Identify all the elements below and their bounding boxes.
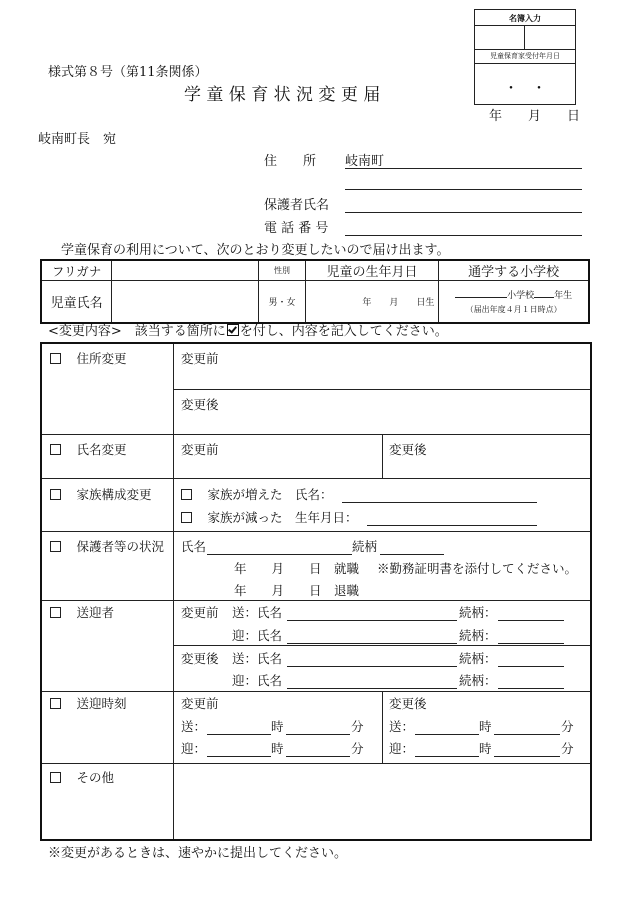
pickup-before-send-rel-line[interactable] [498,620,564,621]
pickup-after-label: 変更後 [181,651,219,666]
gender-header: 性別 [273,266,290,275]
name-change-label[interactable]: 氏名変更 [50,444,127,457]
pickup-before-send-rel: 続柄： [459,605,497,620]
time-after-pick-hour: 時 [479,741,492,756]
family-increase-checkbox[interactable] [181,489,192,500]
time-after-label: 変更後 [389,696,427,711]
guardian-status-label[interactable]: 保護者等の状況 [50,541,164,554]
pickup-time-label[interactable]: 送迎時刻 [50,698,127,711]
pickup-before-pick: 迎：氏名 [232,628,283,643]
grade-suffix: 年生 [554,290,573,301]
pickup-label[interactable]: 送迎者 [50,607,114,620]
child-name-cell[interactable] [112,281,259,323]
stamp-date-dots: ・ ・ [504,81,546,97]
changes-table [40,342,592,841]
stamp-date: 年 月 日 [489,109,581,124]
pickup-after-pick: 迎：氏名 [232,673,283,688]
form-number: 様式第８号（第11条関係） [48,65,208,80]
guardian-status-name-line[interactable] [207,554,352,555]
guardian-status-checkbox[interactable] [50,541,61,552]
page-title: 学 童 保 育 状 況 変 更 届 [184,85,381,105]
guardian-status-rel-line[interactable] [380,554,444,555]
pickup-before-send: 送：氏名 [232,605,283,620]
school-note: （届出年度４月１日時点） [465,304,562,314]
pickup-before-send-line[interactable] [287,620,457,621]
time-after-send: 送： [389,719,415,734]
family-decrease-line[interactable] [367,525,537,526]
other-content-area[interactable] [174,764,590,839]
time-after-send-min-line[interactable] [494,734,560,735]
pickup-after-send: 送：氏名 [232,651,283,666]
time-after-pick-hour-line[interactable] [415,756,479,757]
time-before-pick-hour: 時 [271,741,284,756]
changes-intro-b: を付し、内容を記入してください。 [239,324,448,339]
pickup-before-pick-rel: 続柄： [459,628,497,643]
time-after-pick: 迎： [389,741,415,756]
address-after-label: 変更後 [181,397,219,412]
furigana-label: フリガナ [51,263,102,279]
birth-value: 年 月 日生 [362,297,435,308]
name-after-label: 変更後 [389,442,427,457]
family-increase[interactable]: 家族が増えた 氏名： [181,489,333,502]
other-checkbox[interactable] [50,772,61,783]
intro-text: 学童保育の利用について、次のとおり変更したいので届け出ます。 [61,243,450,258]
name-before-label: 変更前 [181,442,219,457]
pickup-after-pick-rel-line[interactable] [498,688,564,689]
pickup-after-pick-rel: 続柄： [459,673,497,688]
pickup-before-pick-line[interactable] [287,643,457,644]
name-change-checkbox[interactable] [50,444,61,455]
school-suffix: 小学校 [507,290,535,301]
family-change-label[interactable]: 家族構成変更 [50,489,152,502]
time-before-pick-min: 分 [351,741,364,756]
time-before-send-hour-line[interactable] [207,734,271,735]
changes-intro-a: <変更内容> 該当する箇所に [48,324,226,339]
phone-label: 電 話 番 号 [264,221,329,236]
pickup-before-pick-rel-line[interactable] [498,643,564,644]
address-line-1[interactable] [345,168,582,169]
pickup-before-label: 変更前 [181,605,219,620]
guardian-label: 保護者氏名 [264,198,330,213]
pickup-after-pick-line[interactable] [287,688,457,689]
address-change-label[interactable]: 住所変更 [50,353,127,366]
time-after-send-hour: 時 [479,719,492,734]
guardian-status-name: 氏名 [181,539,207,554]
guardian-status-rel: 続柄 [352,539,378,554]
time-after-pick-min-line[interactable] [494,756,560,757]
family-increase-line[interactable] [342,502,537,503]
child-table [40,259,590,324]
time-after-pick-min: 分 [561,741,574,756]
time-before-send-hour: 時 [271,719,284,734]
time-before-label: 変更前 [181,696,219,711]
time-before-pick-hour-line[interactable] [207,756,271,757]
address-line-2[interactable] [345,189,582,190]
phone-line[interactable] [345,235,582,236]
checkmark-box-icon [227,324,239,336]
other-label[interactable]: その他 [50,772,114,785]
time-before-pick: 迎： [181,741,207,756]
entry-label: 名簿入力 [509,13,541,23]
time-before-send-min: 分 [351,719,364,734]
furigana-cell[interactable] [112,260,259,281]
received-label: 児童保育家受付年月日 [490,52,560,60]
address-change-checkbox[interactable] [50,353,61,364]
guardian-cert-note: ※勤務証明書を添付してください。 [377,561,578,576]
address-prefix: 岐南町 [345,154,385,169]
changes-intro [48,324,448,338]
guardian-employed: 年 月 日 就職 [234,561,360,576]
school-header: 通学する小学校 [468,265,560,280]
pickup-after-send-line[interactable] [287,666,457,667]
pickup-checkbox[interactable] [50,607,61,618]
family-decrease-checkbox[interactable] [181,512,192,523]
footer-note: ※変更があるときは、速やかに提出してください。 [48,846,348,861]
gender-value[interactable]: 男・女 [268,297,296,308]
guardian-left: 年 月 日 退職 [234,583,360,598]
pickup-after-send-rel-line[interactable] [498,666,564,667]
pickup-time-checkbox[interactable] [50,698,61,709]
address-label: 住 所 [264,154,317,169]
pickup-after-send-rel: 続柄： [459,651,497,666]
time-before-pick-min-line[interactable] [286,756,350,757]
guardian-line[interactable] [345,212,582,213]
time-after-send-min: 分 [561,719,574,734]
address-before-label: 変更前 [181,351,219,366]
family-decrease[interactable]: 家族が減った 生年月日： [181,512,358,525]
time-before-send-min-line[interactable] [286,734,350,735]
child-name-label: 児童氏名 [50,295,103,311]
birth-header: 児童の生年月日 [326,265,418,280]
family-change-checkbox[interactable] [50,489,61,500]
stamp-box [474,9,576,105]
time-after-send-hour-line[interactable] [415,734,479,735]
addressee: 岐南町長 宛 [38,132,117,147]
time-before-send: 送： [181,719,207,734]
